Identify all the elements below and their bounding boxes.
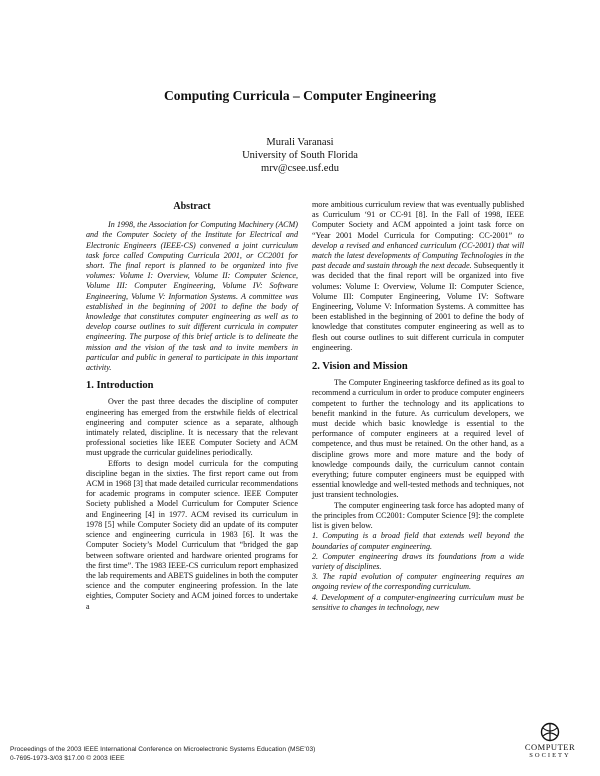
- right-paragraph-1-part-a: more ambitious curriculum review that was eventually published as Curriculum ‘91 or CC-91 [8]. In the Fall of 1998, IEEE Computer Society and ACM appointed a joint task force on “Year 2001 Model Curricula for Computing: CC-2001”: [312, 200, 524, 240]
- principle-list-item: 2. Computer engineering draws its foundations from a wide variety of disciplines.: [312, 551, 524, 571]
- vision-paragraph-2: The computer engineering task force has adopted many of the principles from CC2001: Computer Science [9]: the complete list is given below.: [312, 500, 524, 531]
- paper-title: Computing Curricula – Computer Engineering: [163, 88, 436, 103]
- principle-list-item: 3. The rapid evolution of computer engineering requires an ongoing review of the corresponding curriculum.: [312, 572, 524, 592]
- intro-paragraph-1: Over the past three decades the discipline of computer engineering has emerged from the erstwhile fields of electrical engineering and computer science as a separate, although intimately related, discipline. It is necessary that the relevant professional societies like IEEE Computer Society and ACM must upgrade the curricular guidelines periodically.: [86, 397, 298, 458]
- vision-heading: 2. Vision and Mission: [312, 361, 408, 373]
- logo-word-computer: COMPUTER: [524, 742, 576, 752]
- right-paragraph-1-part-b: to develop a revised and enhanced curriculum (CC-2001) that will match the latest developments of Computing Technologies in the past decade and sustain through the next decade.: [312, 230, 524, 271]
- right-paragraph-1: [312, 200, 524, 353]
- right-column: [312, 200, 524, 613]
- left-column: [86, 200, 298, 612]
- author-affiliation: University of South Florida: [242, 150, 358, 161]
- principle-list-item: 1. Computing is a broad field that extends well beyond the boundaries of computer engineering.: [312, 531, 524, 551]
- footer-line-2: 0-7695-1973-3/03 $17.00 © 2003 IEEE: [10, 755, 125, 762]
- footer-line-1: Proceedings of the 2003 IEEE International Conference on Microelectronic Systems Education (MSE’03): [10, 746, 316, 753]
- proceedings-footer: [10, 745, 315, 763]
- introduction-heading: 1. Introduction: [86, 380, 154, 392]
- abstract-text: In 1998, the Association for Computing Machinery (ACM) and the Computer Society of the Institute for Electrical and Electronic Engineers (IEEE-CS) convened a joint curriculum task force called Computing Curricula 2001, or CC2001 for short. The final report is planned to be organized into five volumes: Volume I: Overview, Volume II: Computer Science, Volume III: Computer Engineering, Volume IV: Software Engineering, Volume V: Information Systems. A committee was established in the beginning of 2001 to define the body of knowledge that constitutes computer engineering as well as to develop course outlines to suit different curricula in computer engineering. The purpose of this brief article is to delineate the mission and the vision of the task and to invite members in particular and public in general to participate in this important activity.: [86, 220, 298, 373]
- abstract-heading: Abstract: [173, 201, 211, 212]
- principle-list-item: 4. Development of a computer-engineering curriculum must be sensitive to changes in technology, new: [312, 592, 524, 612]
- author-block: [0, 136, 600, 175]
- author-email[interactable]: mrv@csee.usf.edu: [261, 163, 339, 174]
- ieee-computer-society-logo-icon: [539, 722, 561, 742]
- vision-paragraph-1: The Computer Engineering taskforce defined as its goal to recommend a curriculum in order to produce computer engineers competent to further the technology and its applications to benefit mankind in the future. As curriculum developers, we must decide which basic knowledge is essential to the performance of computer engineers at a required level of competence, and thus must be retained. On the other hand, as a discipline grows more and more mature and the body of knowledge compounds daily, the curriculum cannot contain everything; future computer engineers must be equipped with essential knowledge and well-tested methods and techniques, not just transient technologies.: [312, 378, 524, 500]
- logo-word-society: SOCIETY: [529, 752, 571, 759]
- author-name: Murali Varanasi: [266, 137, 334, 148]
- intro-paragraph-2: Efforts to design model curricula for the computing discipline began in the sixties. The first report came out from ACM in 1968 [3] that made detailed curricular recommendations for academic programs in computer science. IEEE Computer Society published a Model Curriculum for Computer Science and Engineering [4] in 1977. ACM revised its curriculum in 1978 [5] while Computer Society did an update of its computer science and engineering curricula in 1983 [6]. It was the Computer Society’s Model Curriculum that “bridged the gap between software oriented and hardware oriented programs for the first time”. The 1983 IEEE-CS curriculum report emphasized the lab requirements and ABETS guidelines in both the computer science and the computer engineering profession. In the late eighties, Computer Society and ACM joined forces to undertake a: [86, 458, 298, 611]
- computer-society-logo: [515, 722, 585, 760]
- right-paragraph-1-part-c: Subsequently it was decided that the final report will be organized into five volumes: Volume I: Overview, Volume II: Computer Science, Volume III: Computer Engineering, Volume IV: Software Engineering, Volume V: Information Systems. A committee has been established in the beginning of 2001 to define the body of knowledge that constitutes computer engineering as well as to flesh out course outlines to suit different curricula in computer engineering.: [312, 261, 524, 352]
